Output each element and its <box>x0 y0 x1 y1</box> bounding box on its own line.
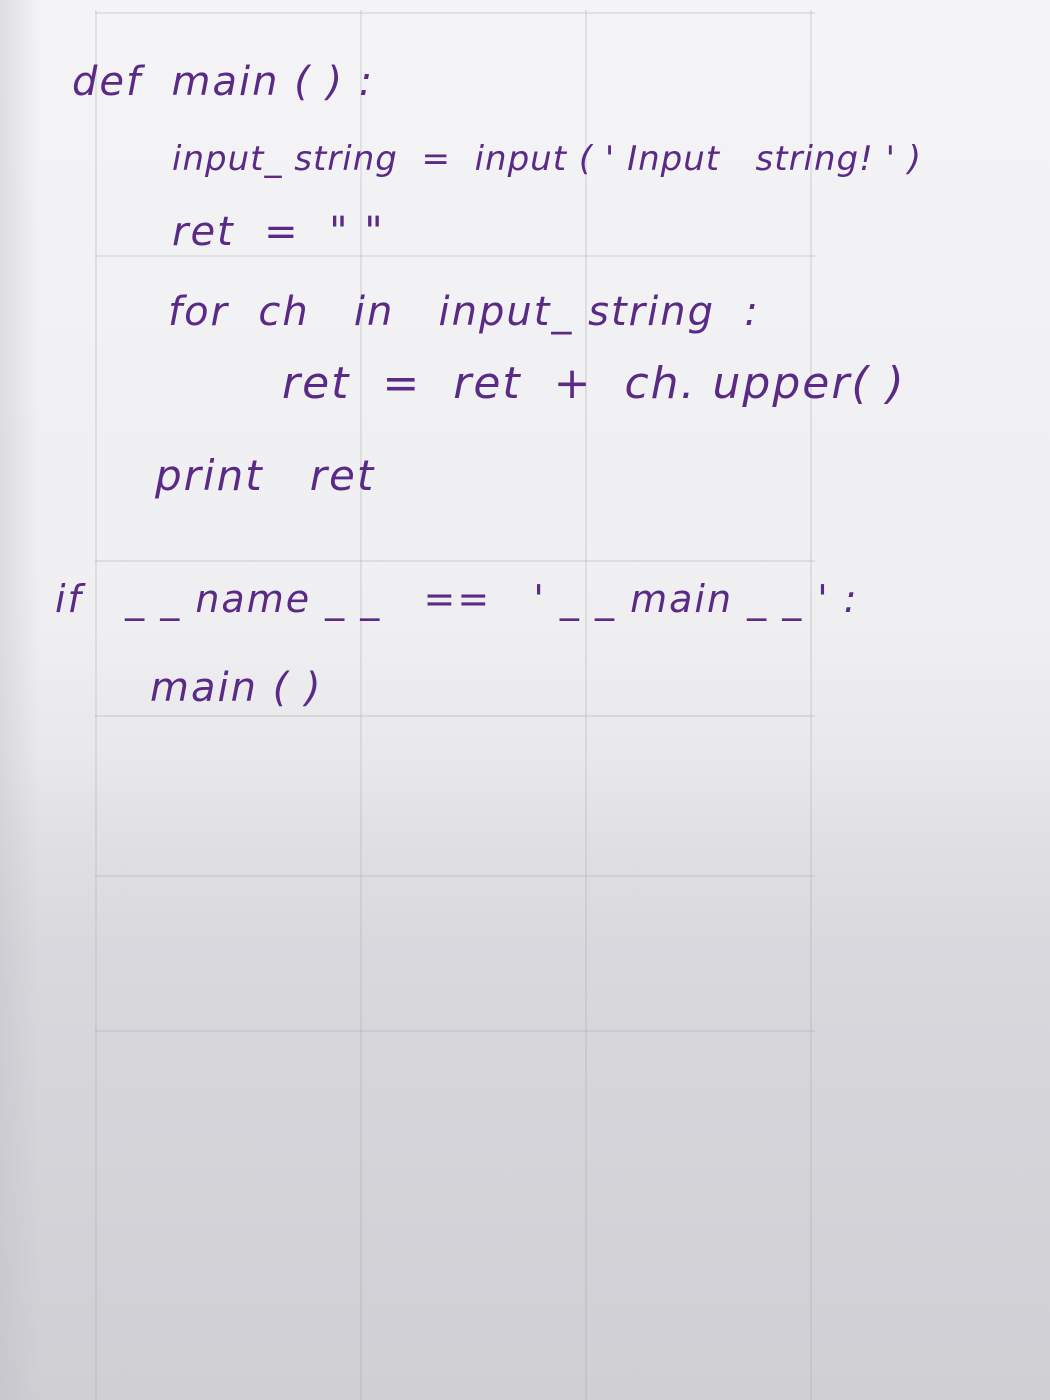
showthrough-line <box>95 560 815 562</box>
lighting-shadow <box>0 760 1050 1400</box>
code-line-def-main: def main ( ) : <box>72 59 375 105</box>
code-line-print-ret: print ret <box>155 451 376 500</box>
code-line-input-string: input_ string = input ( ' Input string! ' ) <box>172 139 922 179</box>
code-line-for-loop: for ch in input_ string : <box>168 289 760 335</box>
showthrough-line <box>95 255 815 257</box>
code-line-ret-upper: ret = ret + ch. upper( ) <box>282 358 906 409</box>
code-line-if-name-main: if _ _ name _ _ == ' _ _ main _ _ ' : <box>55 577 859 621</box>
showthrough-line <box>95 12 815 14</box>
code-line-main-call: main ( ) <box>150 665 323 711</box>
code-line-ret-empty: ret = " " <box>172 209 385 255</box>
showthrough-line <box>95 715 815 717</box>
